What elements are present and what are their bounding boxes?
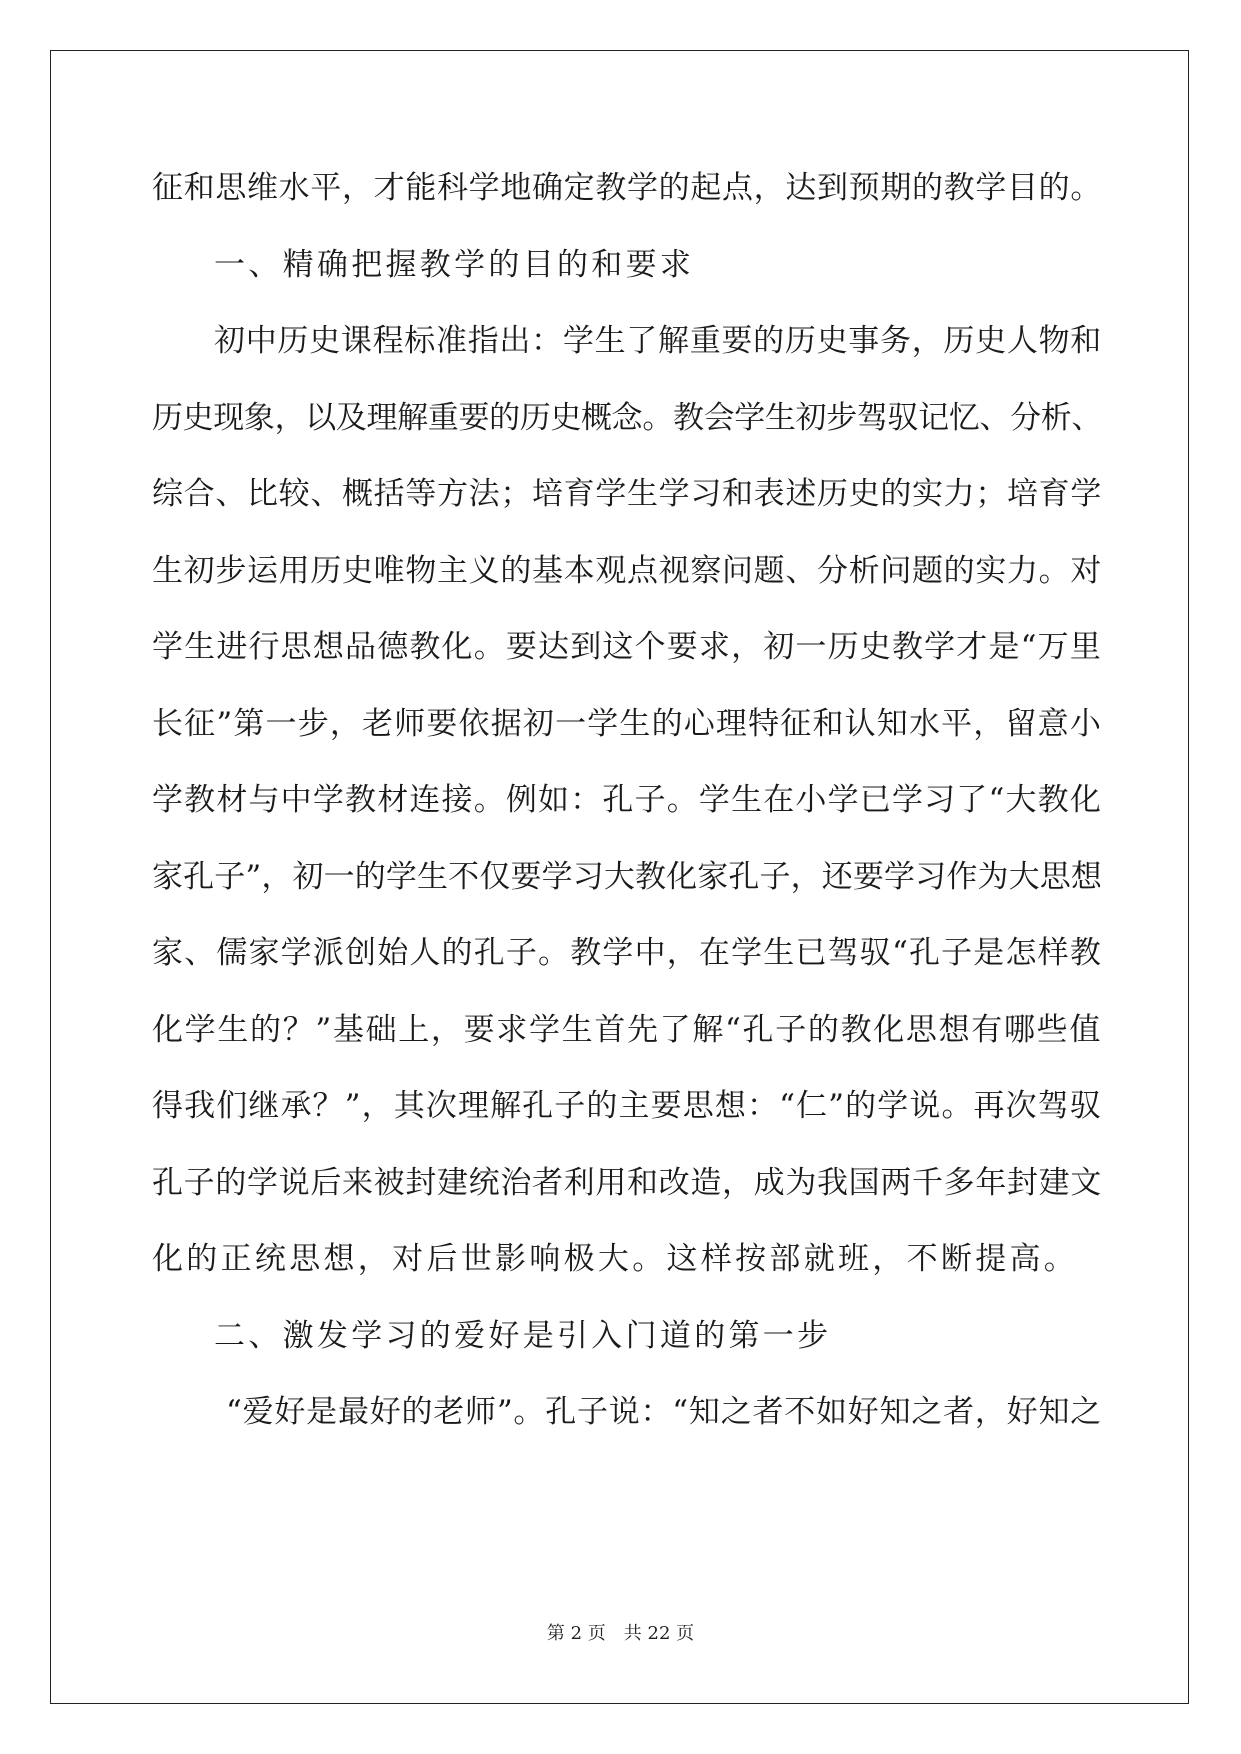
page-footer xyxy=(0,1622,1241,1646)
text-line: 学教材与中学教材连接。例如：孔子。学生在小学已学习了“大教化 xyxy=(152,782,1102,818)
text-line: 历史现象，以及理解重要的历史概念。教会学生初步驾驭记忆、分析、 xyxy=(152,399,1102,436)
page-number: 第 2 页 xyxy=(546,1623,606,1644)
text-line: 综合、比较、概括等方法；培育学生学习和表述历史的实力；培育学 xyxy=(152,476,1102,512)
text-line: “爱好是最好的老师”。孔子说：“知之者不如好知之者，好知之 xyxy=(226,1394,1102,1430)
text-line: 征和思维水平，才能科学地确定教学的起点，达到预期的教学目的。 xyxy=(152,170,1102,206)
text-line: 化学生的？”基础上，要求学生首先了解“孔子的教化思想有哪些值 xyxy=(152,1011,1102,1048)
text-line: 学生进行思想品德教化。要达到这个要求，初一历史教学才是“万里 xyxy=(152,629,1102,665)
text-line: 家孔子”，初一的学生不仅要学习大教化家孔子，还要学习作为大思想 xyxy=(152,858,1102,895)
section-heading: 二、激发学习的爱好是引入门道的第一步 xyxy=(214,1317,832,1354)
text-line: 孔子的学说后来被封建统治者利用和改造，成为我国两千多年封建文 xyxy=(152,1164,1102,1201)
text-line: 化的正统思想，对后世影响极大。这样按部就班，不断提高。 xyxy=(152,1241,1079,1277)
page-total: 共 22 页 xyxy=(623,1623,695,1644)
text-line: 得我们继承？”，其次理解孔子的主要思想：“仁”的学说。再次驾驭 xyxy=(152,1088,1102,1124)
section-heading: 一、精确把握教学的目的和要求 xyxy=(214,246,695,283)
text-line: 生初步运用历史唯物主义的基本观点视察问题、分析问题的实力。对 xyxy=(152,552,1102,589)
document-body xyxy=(152,150,1102,1451)
text-line: 长征”第一步，老师要依据初一学生的心理特征和认知水平，留意小 xyxy=(152,705,1102,742)
text-line: 初中历史课程标准指出：学生了解重要的历史事务，历史人物和 xyxy=(214,323,1102,359)
text-line: 家、儒家学派创始人的孔子。教学中，在学生已驾驭“孔子是怎样教 xyxy=(152,935,1102,971)
